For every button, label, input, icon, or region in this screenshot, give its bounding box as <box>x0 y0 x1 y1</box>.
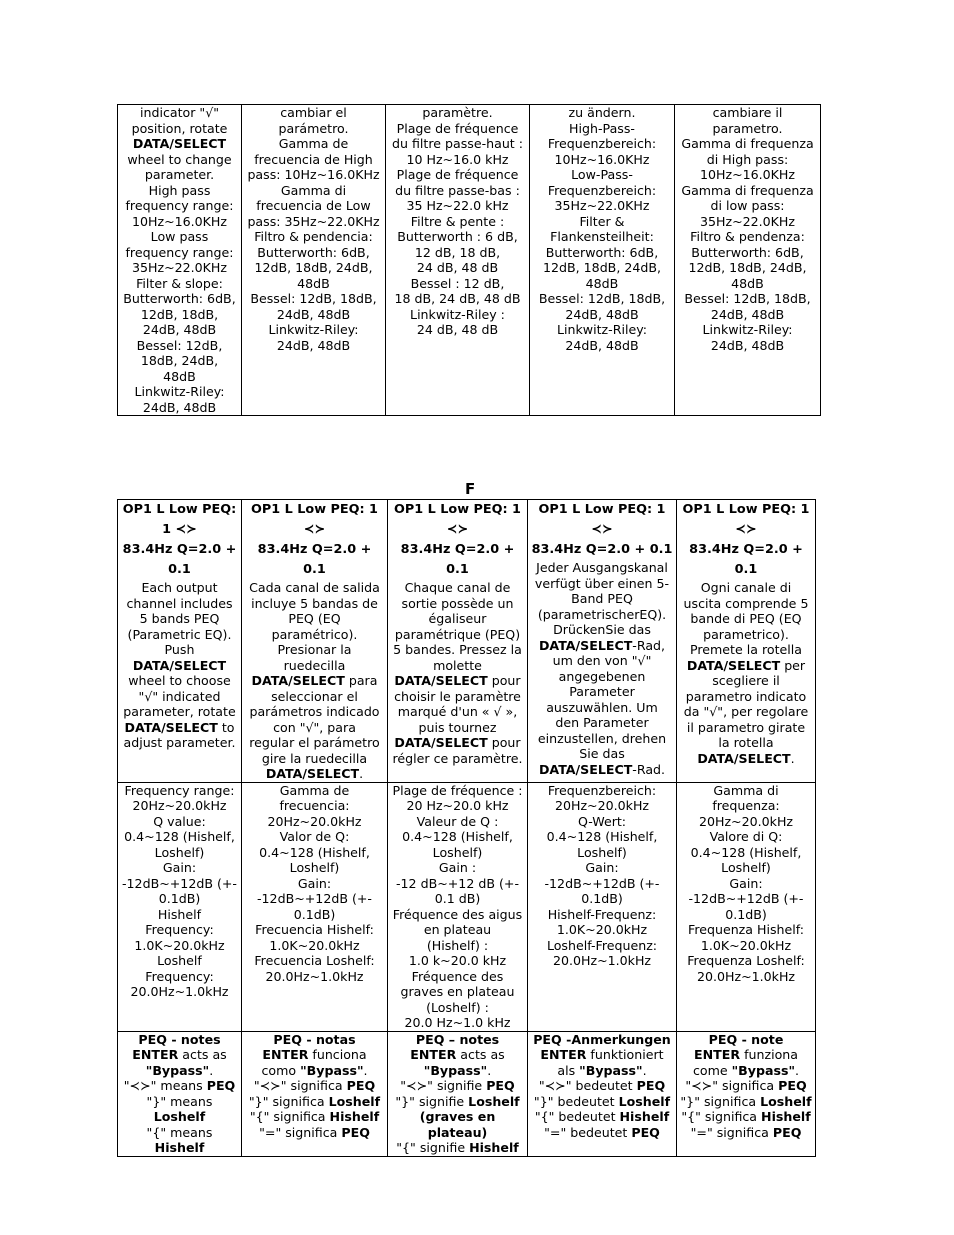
text-bold: Hishelf <box>329 1109 380 1124</box>
text-bold: PEQ <box>772 1124 802 1140</box>
cell-french <box>386 105 530 416</box>
text-bold: DATA/SELECT <box>251 673 345 688</box>
text-bold: DATA/SELECT <box>697 750 791 766</box>
text: Jeder Ausgangskanal verfügt über einen 5- Band PEQ (parametrischerEQ). DrückenSie das <box>534 560 670 637</box>
cell-english <box>118 105 242 416</box>
cell-text: paramètre. Plage de fréquence du filtre passe-haut : 10 Hz~16.0 kHz Plage de fréquence du filtre passe-bas : 35 Hz~22.0 kHz Filtre & pente : Butterworth : 6 dB, 12 dB, 18 dB, 24 dB, 48 dB Bessel : 12 dB, 18 dB, 24 dB, 48 dB Linkwitz-Riley : 24 dB, 48 dB <box>392 105 523 337</box>
cell-english <box>118 782 242 1031</box>
cell-spanish <box>242 782 388 1031</box>
section-label: F <box>465 480 476 498</box>
notes <box>680 1032 812 1141</box>
text-bold: ENTER <box>694 1047 741 1062</box>
cell-french <box>388 500 528 783</box>
text: como <box>261 1062 301 1078</box>
cell-text: Gamma de frecuencia: 20Hz~20.0kHz Valor de Q: 0.4~128 (Hishelf, Loshelf) Gain: -12dB~+12dB (+- 0.1dB) Frecuencia Hishelf: 1.0K~20.0kHz Frecuencia Loshelf: 20.0Hz~1.0kHz <box>254 782 375 984</box>
text: per scegliere il parametro indicato da "√", per regolare il parametro girate la rotella <box>683 657 809 750</box>
text-bold: DATA/SELECT <box>132 657 227 673</box>
cell-italian <box>675 105 821 416</box>
text-bold: PEQ <box>346 1078 376 1093</box>
text-bold: Hishelf <box>469 1140 519 1155</box>
notes-title: PEQ -Anmerkungen <box>533 1031 671 1047</box>
text-bold: Hishelf <box>619 1109 670 1124</box>
cell-bold: DATA/SELECT <box>132 136 227 151</box>
text-bold: PEQ <box>206 1078 236 1093</box>
text-bold: "Bypass" <box>300 1062 364 1078</box>
text: . <box>795 1062 800 1078</box>
cell-text: cambiare il parametro. Gamma di frequenza di High pass: 10Hz~16.0KHz Gamma di frequenza di low pass: 35Hz~22.0KHz Filtro & pendenza: Butterworth: 6dB, 12dB, 18dB, 24dB, 48dB Bessel: 12dB, 18dB, 24dB, 48dB Linkwitz-Riley: 24dB, 48dB <box>681 105 814 353</box>
notes-title: PEQ - notas <box>273 1031 356 1047</box>
cell-english <box>118 1031 242 1156</box>
cell-german <box>528 500 677 783</box>
text-bold: "Bypass" <box>579 1062 643 1078</box>
text: to adjust parameter. <box>123 719 236 750</box>
text: als <box>557 1062 580 1078</box>
cell-text: Plage de fréquence : 20 Hz~20.0 kHz Valeur de Q : 0.4~128 (Hishelf, Loshelf) Gain : -12 dB~+12 dB (+- 0.1 dB) Fréquence des aigus en plateau (Hishelf) : 1.0 k~20.0 kHz Fréquence des graves en plateau (Loshelf) : 20.0 Hz~1.0 kHz <box>392 782 523 1030</box>
text: . <box>363 1062 368 1078</box>
cell-text: Gamma di frequenza: 20Hz~20.0kHz Valore di Q: 0.4~128 (Hishelf, Loshelf) Gain: -12dB~+12dB (+- 0.1dB) Frequenza Hishelf: 1.0K~20.0kHz Frequenza Loshelf: 20.0Hz~1.0kHz <box>687 782 805 984</box>
text-bold: PEQ <box>486 1078 515 1093</box>
text: . <box>487 1062 492 1078</box>
text: "≺≻" signifie <box>400 1078 487 1093</box>
cell-text: Frequenzbereich: 20Hz~20.0kHz Q-Wert: 0.4~128 (Hishelf, Loshelf) Gain: -12dB~+12dB (+- 0.1dB) Hishelf-Frequenz: 1.0K~20.0kHz Loshelf-Frequenz: 20.0Hz~1.0kHz <box>544 782 660 968</box>
text: "≺≻" significa <box>685 1078 779 1093</box>
display-readout: OP1 L Low PEQ: 1 ≺≻ 83.4Hz Q=2.0 + 0.1 <box>531 502 673 557</box>
text: "{" means <box>146 1124 213 1140</box>
text: "≺≻" bedeutet <box>538 1078 637 1093</box>
text: "=" significa <box>259 1124 342 1140</box>
text-bold: (graves en plateau) <box>419 1109 496 1140</box>
table-row <box>118 500 816 783</box>
text-bold: "Bypass" <box>731 1062 796 1078</box>
text: para seleccionar el parámetros indicado con "√", para regular el parámetro gire la ruedecilla <box>249 673 380 766</box>
cell-spanish <box>242 105 386 416</box>
text-bold: ENTER <box>540 1047 587 1062</box>
text: Cada canal de salida incluye 5 bandas de PEQ (EQ paramétrico). Presionar la ruedecilla <box>249 580 380 673</box>
text-bold: DATA/SELECT <box>394 735 488 750</box>
table-row <box>118 105 821 416</box>
text-bold: DATA/SELECT <box>686 657 781 673</box>
cell-french <box>388 1031 528 1156</box>
cell-text: cambiar el parámetro. Gamma de frecuencia de High pass: 10Hz~16.0KHz Gamma di frecuencia de Low pass: 35Hz~22.0KHz Filtro & pendencia: Butterworth: 6dB, 12dB, 18dB, 24dB, 48dB Bessel: 12dB, 18dB, 24dB, 48dB Linkwitz-Riley: 24dB, 48dB <box>247 105 380 353</box>
text-bold: DATA/SELECT <box>538 637 633 653</box>
notes-title: PEQ - note <box>708 1031 784 1047</box>
display-readout: OP1 L Low PEQ: 1 ≺≻ 83.4Hz Q=2.0 + 0.1 <box>122 502 237 577</box>
cell-text: indicator "√" position, rotate <box>131 105 228 136</box>
notes <box>531 1032 673 1141</box>
text-bold: Loshelf <box>328 1093 381 1109</box>
notes <box>121 1032 238 1156</box>
notes <box>245 1032 384 1141</box>
peq-table <box>117 499 816 1157</box>
text: . <box>209 1062 214 1078</box>
text-bold: DATA/SELECT <box>124 719 218 735</box>
text: "{" significa <box>249 1109 330 1124</box>
text: pour régler ce paramètre. <box>392 735 523 766</box>
text-bold: "Bypass" <box>145 1062 210 1078</box>
text-bold: Loshelf <box>153 1109 206 1124</box>
cell-text <box>121 580 238 751</box>
text: come <box>692 1062 732 1078</box>
cell-italian <box>677 1031 816 1156</box>
text: "{" significa <box>681 1109 762 1124</box>
text: "{" signifie <box>396 1140 470 1155</box>
cell-german <box>528 782 677 1031</box>
text-bold: Hishelf <box>154 1140 205 1155</box>
text-bold: PEQ <box>636 1078 666 1093</box>
display-readout: OP1 L Low PEQ: 1 ≺≻ 83.4Hz Q=2.0 + 0.1 <box>394 502 521 577</box>
text-bold: PEQ <box>341 1124 370 1140</box>
text: "=" significa <box>690 1124 773 1140</box>
text: funciona <box>308 1047 367 1062</box>
text: wheel to choose "√" indicated parameter, rotate <box>123 673 236 719</box>
table-row <box>118 1031 816 1156</box>
cell-text <box>531 560 673 777</box>
text: -Rad, um den von "√" angegebenen Parameter auszuwählen. Um den Parameter einzustellen, drehen Sie das <box>537 637 667 761</box>
table-row <box>118 782 816 1031</box>
text: . <box>359 766 364 781</box>
cell-french <box>388 782 528 1031</box>
text-bold: Loshelf <box>618 1093 671 1109</box>
notes-title: PEQ – notes <box>415 1031 500 1047</box>
text: "≺≻" means <box>123 1078 207 1093</box>
cell-text: zu ändern. High-Pass- Frequenzbereich: 10Hz~16.0KHz Low-Pass- Frequenzbereich: 35Hz~22.0KHz Filter & Flankensteilheit: Butterworth: 6dB, 12dB, 18dB, 24dB, 48dB Bessel: 12dB, 18dB, 24dB, 48dB Linkwitz-Riley: 24dB, 48dB <box>538 105 666 353</box>
text: "}" significa <box>248 1093 329 1109</box>
filter-table <box>117 104 821 416</box>
text: acts as <box>456 1047 505 1062</box>
text-bold: DATA/SELECT <box>394 673 488 688</box>
text-bold: DATA/SELECT <box>265 766 360 781</box>
cell-spanish <box>242 1031 388 1156</box>
text-bold: Loshelf <box>760 1093 812 1109</box>
cell-english <box>118 500 242 783</box>
text-bold: PEQ <box>631 1124 660 1140</box>
text: pour choisir le paramètre marqué d'un « √ », puis tournez <box>394 673 521 735</box>
display-readout: OP1 L Low PEQ: 1 ≺≻ 83.4Hz Q=2.0 + 0.1 <box>682 502 810 577</box>
text-bold: PEQ <box>778 1078 807 1093</box>
cell-text: Frequency range: 20Hz~20.0kHz Q value: 0.4~128 (Hishelf, Loshelf) Gain: -12dB~+12dB (+- 0.1dB) Hishelf Frequency: 1.0K~20.0kHz Loshelf Frequency: 20.0Hz~1.0kHz <box>122 782 237 999</box>
text: . <box>790 750 795 766</box>
text-bold: Hishelf <box>761 1109 811 1124</box>
text-bold: DATA/SELECT <box>538 761 633 777</box>
cell-text <box>680 580 812 766</box>
text-bold: "Bypass" <box>423 1062 488 1078</box>
cell-text: wheel to change parameter. High pass frequency range: 10Hz~16.0KHz Low pass frequency range: 35Hz~22.0KHz Filter & slope: Butterworth: 6dB, 12dB, 18dB, 24dB, 48dB Bessel: 12dB, 18dB, 24dB, 48dB Linkwitz-Riley: 24dB, 48dB <box>123 151 236 415</box>
notes-title: PEQ - notes <box>138 1031 221 1047</box>
display-readout: OP1 L Low PEQ: 1 ≺≻ 83.4Hz Q=2.0 + 0.1 <box>251 502 378 577</box>
text: Chaque canal de sortie possède un égaliseur paramétrique (PEQ) 5 bandes. Pressez la molette <box>393 580 522 673</box>
cell-german <box>530 105 675 416</box>
cell-german <box>528 1031 677 1156</box>
cell-italian <box>677 782 816 1031</box>
text-bold: ENTER <box>262 1047 309 1062</box>
text: "}" significa <box>680 1093 761 1109</box>
text: Each output channel includes 5 bands PEQ (Parametric EQ). Push <box>126 580 233 657</box>
cell-spanish <box>242 500 388 783</box>
cell-text <box>391 580 524 766</box>
text: "}" bedeutet <box>533 1093 619 1109</box>
text: -Rad. <box>632 761 666 777</box>
text: . <box>642 1062 647 1078</box>
cell-italian <box>677 500 816 783</box>
text: funziona <box>740 1047 798 1062</box>
cell-text <box>245 580 384 782</box>
text: Ogni canale di uscita comprende 5 bande di PEQ (EQ parametrico). Premete la rotella <box>683 580 809 657</box>
text: "}" signifie <box>395 1093 469 1109</box>
text-bold: ENTER <box>410 1047 457 1062</box>
text: "=" bedeutet <box>544 1124 632 1140</box>
text: "{" bedeutet <box>534 1109 620 1124</box>
text-bold: Loshelf <box>468 1093 520 1109</box>
text: funktioniert <box>586 1047 664 1062</box>
text: acts as <box>178 1047 227 1062</box>
text: "}" means <box>146 1093 213 1109</box>
text: "≺≻" significa <box>253 1078 347 1093</box>
text-bold: ENTER <box>132 1047 179 1062</box>
notes <box>391 1032 524 1156</box>
